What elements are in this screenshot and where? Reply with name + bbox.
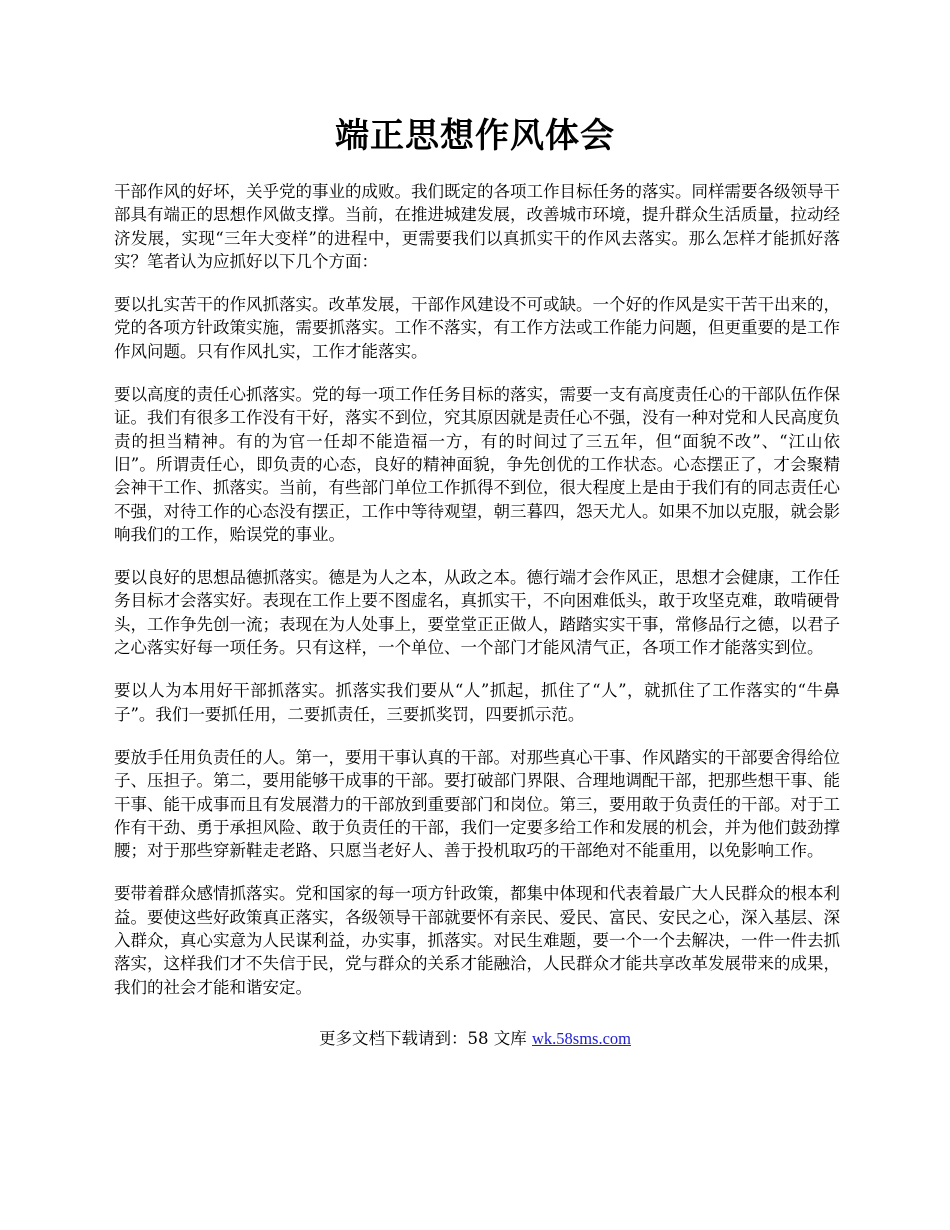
document-body	[114, 180, 840, 1019]
download-footer	[0, 1027, 950, 1051]
paragraph-people-oriented: 要以人为本用好干部抓落实。抓落实我们要从“人”抓起，抓住了“人”，就抓住了工作落实的“牛鼻子”。我们一要抓任用，二要抓责任，三要抓奖罚，四要抓示范。	[114, 681, 840, 724]
footer-text: 更多文档下载请到：58 文库	[319, 1029, 532, 1048]
paragraph-appoint-responsible: 要放手任用负责任的人。第一，要用干事认真的干部。对那些真心干事、作风踏实的干部要舍得给位子、压担子。第二，要用能够干成事的干部。要打破部门界限、合理地调配干部，把那些想干事、能干事、能干成事而且有发展潜力的干部放到重要部门和岗位。第三，要用敢于负责任的干部。对于工作有干劲、勇于承担风险、敢于负责任的干部，我们一定要多给工作和发展的机会，并为他们鼓劲撑腰；对于那些穿新鞋走老路、只愿当老好人、善于投机取巧的干部绝对不能重用，以免影响工作。	[114, 747, 840, 861]
paragraph-mass-feelings: 要带着群众感情抓落实。党和国家的每一项方针政策，都集中体现和代表着最广大人民群众的根本利益。要使这些好政策真正落实，各级领导干部就要怀有亲民、爱民、富民、安民之心，深入基层、深入群众，真心实意为人民谋利益，办实事，抓落实。对民生难题，要一个一个去解决，一件一件去抓落实，这样我们才不失信于民，党与群众的关系才能融洽，人民群众才能共享改革发展带来的成果，我们的社会才能和谐安定。	[114, 884, 840, 997]
document-title: 端正思想作风体会	[335, 116, 615, 156]
paragraph-responsibility: 要以高度的责任心抓落实。党的每一项工作任务目标的落实，需要一支有高度责任心的干部队伍作保证。我们有很多工作没有干好，落实不到位，究其原因就是责任心不强，没有一种对党和人民高度负责的担当精神。有的为官一任却不能造福一方，有的时间过了三五年，但“面貌不改”、“江山依旧”。所谓责任心，即负责的心态，良好的精神面貌，争先创优的工作状态。心态摆正了，才会聚精会神干工作、抓落实。当前，有些部门单位工作抓得不到位，很大程度上是由于我们有的同志责任心不强，对待工作的心态没有摆正，工作中等待观望，朝三暮四，怨天尤人。如果不加以克服，就会影响我们的工作，贻误党的事业。	[114, 385, 840, 544]
footer-link[interactable]: wk.58sms.com	[532, 1029, 631, 1048]
paragraph-morality: 要以良好的思想品德抓落实。德是为人之本，从政之本。德行端才会作风正，思想才会健康，工作任务目标才会落实好。表现在工作上要不图虚名，真抓实干，不向困难低头，敢于攻坚克难，敢啃硬骨头，工作争先创一流；表现在为人处事上，要堂堂正正做人，踏踏实实干事，常修品行之德，以君子之心落实好每一项任务。只有这样，一个单位、一个部门才能风清气正，各项工作才能落实到位。	[114, 568, 840, 658]
paragraph-hard-work: 要以扎实苦干的作风抓落实。改革发展，干部作风建设不可或缺。一个好的作风是实干苦干出来的，党的各项方针政策实施，需要抓落实。工作不落实，有工作方法或工作能力问题，但更重要的是工作作风问题。只有作风扎实，工作才能落实。	[114, 295, 840, 361]
paragraph-intro: 干部作风的好坏，关乎党的事业的成败。我们既定的各项工作目标任务的落实。同样需要各级领导干部具有端正的思想作风做支撑。当前，在推进城建发展，改善城市环境，提升群众生活质量，拉动经济发展，实现“三年大变样”的进程中，更需要我们以真抓实干的作风去落实。那么怎样才能抓好落实？笔者认为应抓好以下几个方面：	[114, 182, 840, 271]
